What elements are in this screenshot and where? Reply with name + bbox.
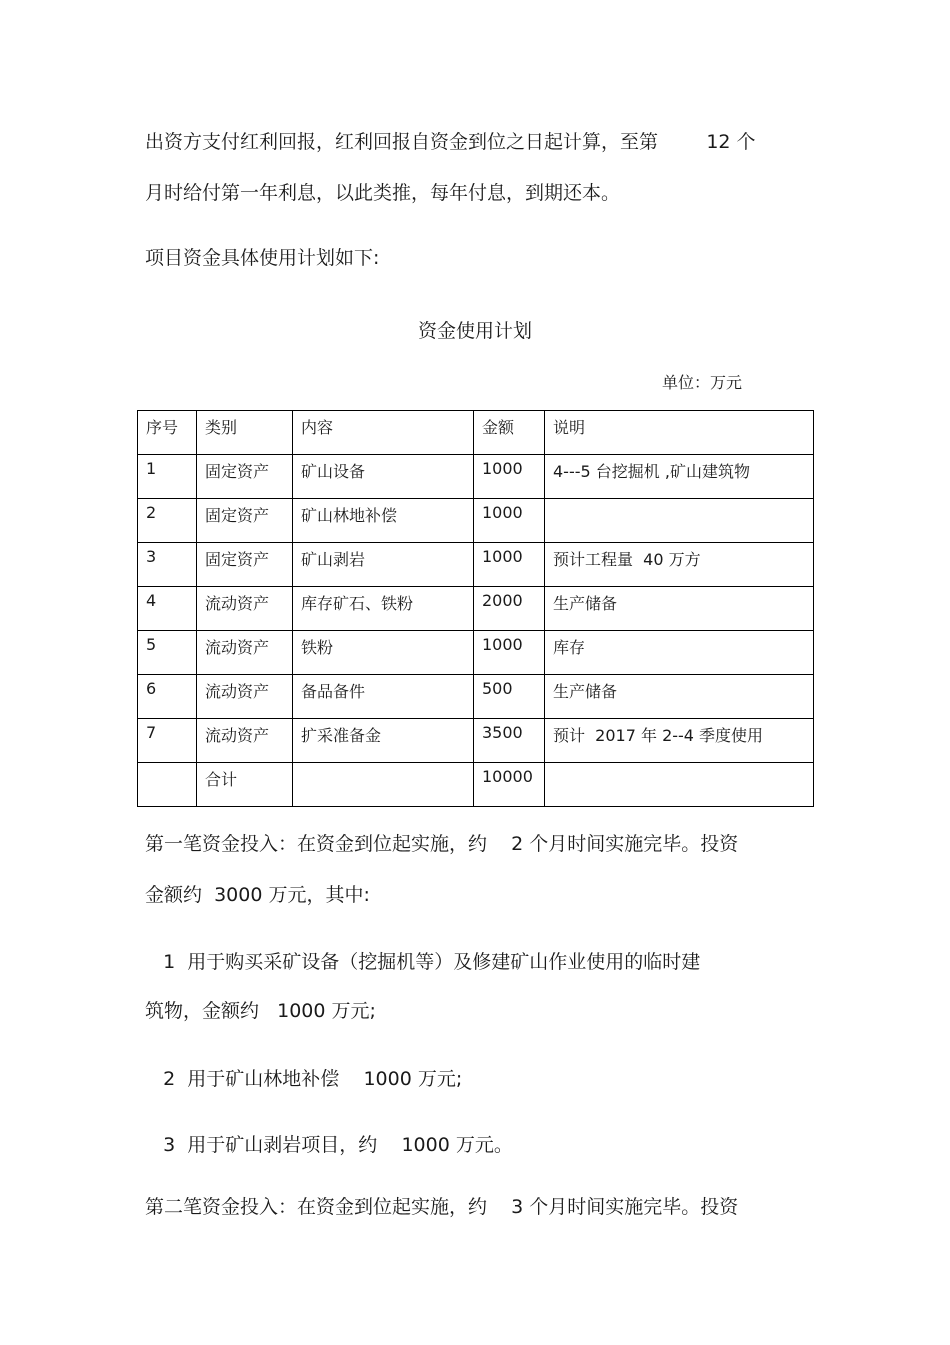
table-cell: 矿山设备 xyxy=(293,455,474,499)
table-cell: 固定资产 xyxy=(197,499,293,543)
table-cell: 7 xyxy=(138,719,197,763)
table-cell: 流动资产 xyxy=(197,719,293,763)
table-cell: 1000 xyxy=(474,543,545,587)
table-row xyxy=(138,543,814,587)
header-cell: 说明 xyxy=(545,411,814,455)
table-cell: 流动资产 xyxy=(197,631,293,675)
table-title: 资金使用计划 xyxy=(417,320,532,342)
table-cell: 3500 xyxy=(474,719,545,763)
paragraph-line: 金额约 3000 万元，其中: xyxy=(145,884,370,906)
table-cell: 扩采准备金 xyxy=(293,719,474,763)
table-row xyxy=(138,719,814,763)
table-total-row xyxy=(138,763,814,807)
table-cell: 3 xyxy=(138,543,197,587)
paragraph-line: 出资方支付红利回报，红利回报自资金到位之日起计算，至第 12 个 xyxy=(145,131,756,153)
unit-label: 单位：万元 xyxy=(662,373,743,392)
table-cell: 生产储备 xyxy=(545,587,814,631)
table-cell: 固定资产 xyxy=(197,543,293,587)
paragraph-line: 筑物，金额约 1000 万元; xyxy=(145,1000,376,1022)
paragraph-line: 项目资金具体使用计划如下: xyxy=(145,247,380,269)
table-cell: 6 xyxy=(138,675,197,719)
table-cell: 矿山林地补偿 xyxy=(293,499,474,543)
table-cell: 1 xyxy=(138,455,197,499)
paragraph-line: 第二笔资金投入：在资金到位起实施，约 3 个月时间实施完毕。投资 xyxy=(145,1196,739,1218)
list-item: 2 用于矿山林地补偿 1000 万元; xyxy=(145,1068,463,1090)
table-cell: 矿山剥岩 xyxy=(293,543,474,587)
header-cell: 类别 xyxy=(197,411,293,455)
table-row xyxy=(138,631,814,675)
table-cell xyxy=(293,763,474,807)
table-row xyxy=(138,499,814,543)
paragraph-line: 月时给付第一年利息，以此类推，每年付息，到期还本。 xyxy=(145,182,621,204)
table-cell: 1000 xyxy=(474,631,545,675)
fund-plan-table xyxy=(137,410,814,807)
paragraph-line: 第一笔资金投入：在资金到位起实施，约 2 个月时间实施完毕。投资 xyxy=(145,833,739,855)
table-cell xyxy=(545,763,814,807)
table-row xyxy=(138,675,814,719)
table-cell: 流动资产 xyxy=(197,675,293,719)
list-item: 3 用于矿山剥岩项目，约 1000 万元。 xyxy=(145,1134,513,1156)
header-cell: 序号 xyxy=(138,411,197,455)
table-cell: 流动资产 xyxy=(197,587,293,631)
header-cell: 金额 xyxy=(474,411,545,455)
table-cell: 4 xyxy=(138,587,197,631)
table-cell: 预计 2017 年 2--4 季度使用 xyxy=(545,719,814,763)
table-cell xyxy=(138,763,197,807)
table-cell: 生产储备 xyxy=(545,675,814,719)
table-cell: 5 xyxy=(138,631,197,675)
table-cell: 固定资产 xyxy=(197,455,293,499)
header-cell: 内容 xyxy=(293,411,474,455)
table-cell: 10000 xyxy=(474,763,545,807)
table-cell: 预计工程量 40 万方 xyxy=(545,543,814,587)
table-cell: 合计 xyxy=(197,763,293,807)
list-item: 1 用于购买采矿设备（挖掘机等）及修建矿山作业使用的临时建 xyxy=(145,951,701,973)
table-header-row xyxy=(138,411,814,455)
table-cell: 1000 xyxy=(474,499,545,543)
table-cell: 铁粉 xyxy=(293,631,474,675)
table-cell: 500 xyxy=(474,675,545,719)
table-cell: 4---5 台挖掘机 ,矿山建筑物 xyxy=(545,455,814,499)
table-cell: 备品备件 xyxy=(293,675,474,719)
table-cell: 2 xyxy=(138,499,197,543)
table-cell xyxy=(545,499,814,543)
table-cell: 库存矿石、铁粉 xyxy=(293,587,474,631)
table-cell: 1000 xyxy=(474,455,545,499)
table-cell: 库存 xyxy=(545,631,814,675)
table-row xyxy=(138,587,814,631)
table-row xyxy=(138,455,814,499)
table-cell: 2000 xyxy=(474,587,545,631)
